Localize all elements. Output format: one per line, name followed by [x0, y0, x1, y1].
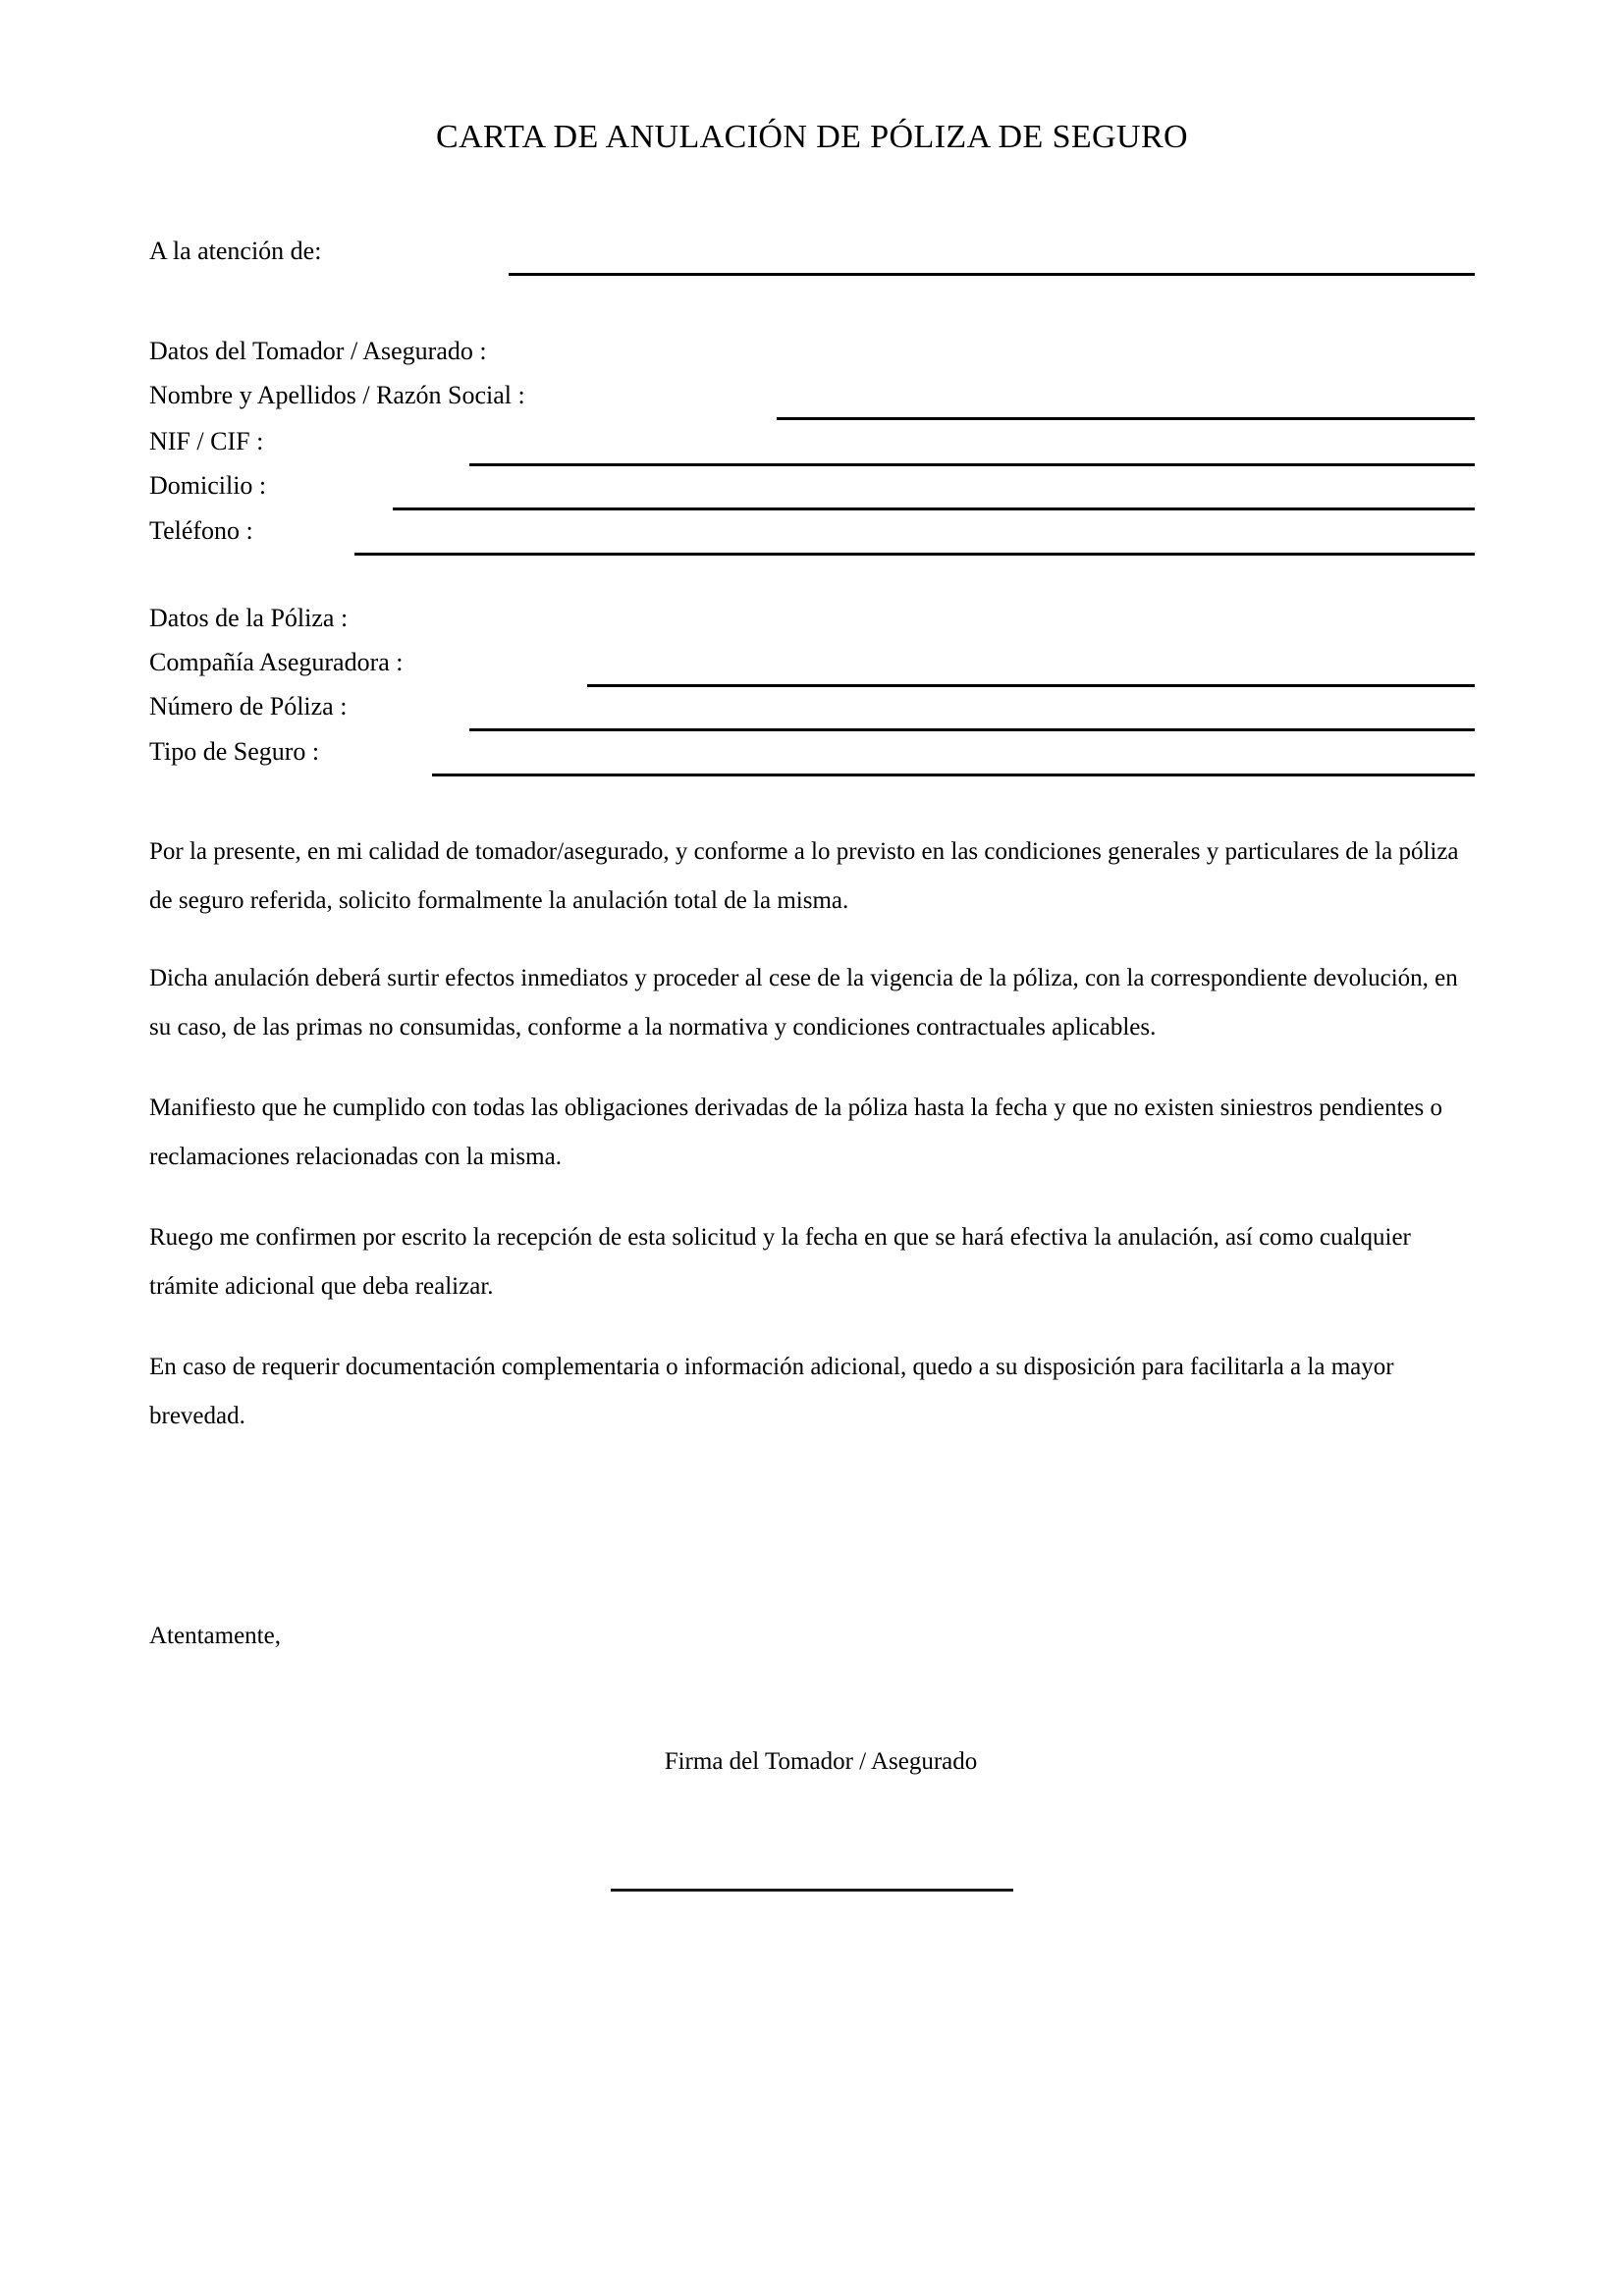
field-phone-rule[interactable]: [354, 553, 1475, 556]
field-full-name: [149, 379, 1475, 424]
body-paragraph-1: Por la presente, en mi calidad de tomador/asegurado, y conforme a lo previsto en las condiciones generales y particulares de la póliza de seguro referida, solicito formalmente la anulación total de la misma.: [149, 838, 1459, 914]
signature-caption-text: Firma del Tomador / Asegurado: [664, 1748, 978, 1775]
section-heading-policy: Datos de la Póliza :: [149, 604, 349, 632]
field-insurance-type-rule[interactable]: [432, 774, 1475, 776]
signature-line[interactable]: [611, 1889, 1013, 1892]
body-paragraph-5: En caso de requerir documentación complementaria o información adicional, quedo a su disposición para facilitarla a la mayor brevedad.: [149, 1354, 1394, 1429]
field-full-name-label: Nombre y Apellidos / Razón Social :: [149, 381, 525, 409]
field-address-rule[interactable]: [393, 507, 1475, 510]
field-insurer-label: Compañía Aseguradora :: [149, 648, 404, 676]
body-paragraph-2: Dicha anulación deberá surtir efectos inmediatos y proceder al cese de la vigencia de la póliza, con la correspondiente devolución, en su caso, de las primas no consumidas, conforme a la normativa y condiciones contractuales aplicables.: [149, 965, 1458, 1041]
field-attention: [149, 235, 1475, 280]
field-attention-rule[interactable]: [509, 273, 1475, 276]
field-insurance-type: [149, 735, 1475, 780]
field-policy-number: [149, 690, 1475, 735]
section-heading-holder: Datos del Tomador / Asegurado :: [149, 337, 487, 365]
field-address: [149, 469, 1475, 514]
field-insurer-rule[interactable]: [587, 684, 1475, 687]
signature-caption: [0, 1745, 1624, 1779]
field-policy-number-rule[interactable]: [469, 728, 1475, 731]
field-nif-cif-label: NIF / CIF :: [149, 427, 264, 455]
field-insurer: [149, 646, 1475, 691]
body-paragraph-3: Manifiesto que he cumplido con todas las obligaciones derivadas de la póliza hasta la fecha y que no existen siniestros pendientes o reclamaciones relacionadas con la misma.: [149, 1095, 1442, 1170]
field-phone-label: Teléfono :: [149, 516, 253, 545]
closing-salutation: Atentamente,: [149, 1623, 281, 1649]
page-title: CARTA DE ANULACIÓN DE PÓLIZA DE SEGURO: [436, 119, 1188, 155]
field-attention-label: A la atención de:: [149, 237, 322, 265]
field-insurance-type-label: Tipo de Seguro :: [149, 737, 320, 766]
body-paragraph-4: Ruego me confirmen por escrito la recepción de esta solicitud y la fecha en que se hará efectiva la anulación, así como cualquier trámite adicional que deba realizar.: [149, 1224, 1411, 1300]
field-nif-cif-rule[interactable]: [469, 463, 1475, 466]
field-address-label: Domicilio :: [149, 471, 267, 500]
field-policy-number-label: Número de Póliza :: [149, 692, 348, 721]
field-phone: [149, 514, 1475, 560]
field-full-name-rule[interactable]: [777, 417, 1475, 420]
field-nif-cif: [149, 425, 1475, 470]
